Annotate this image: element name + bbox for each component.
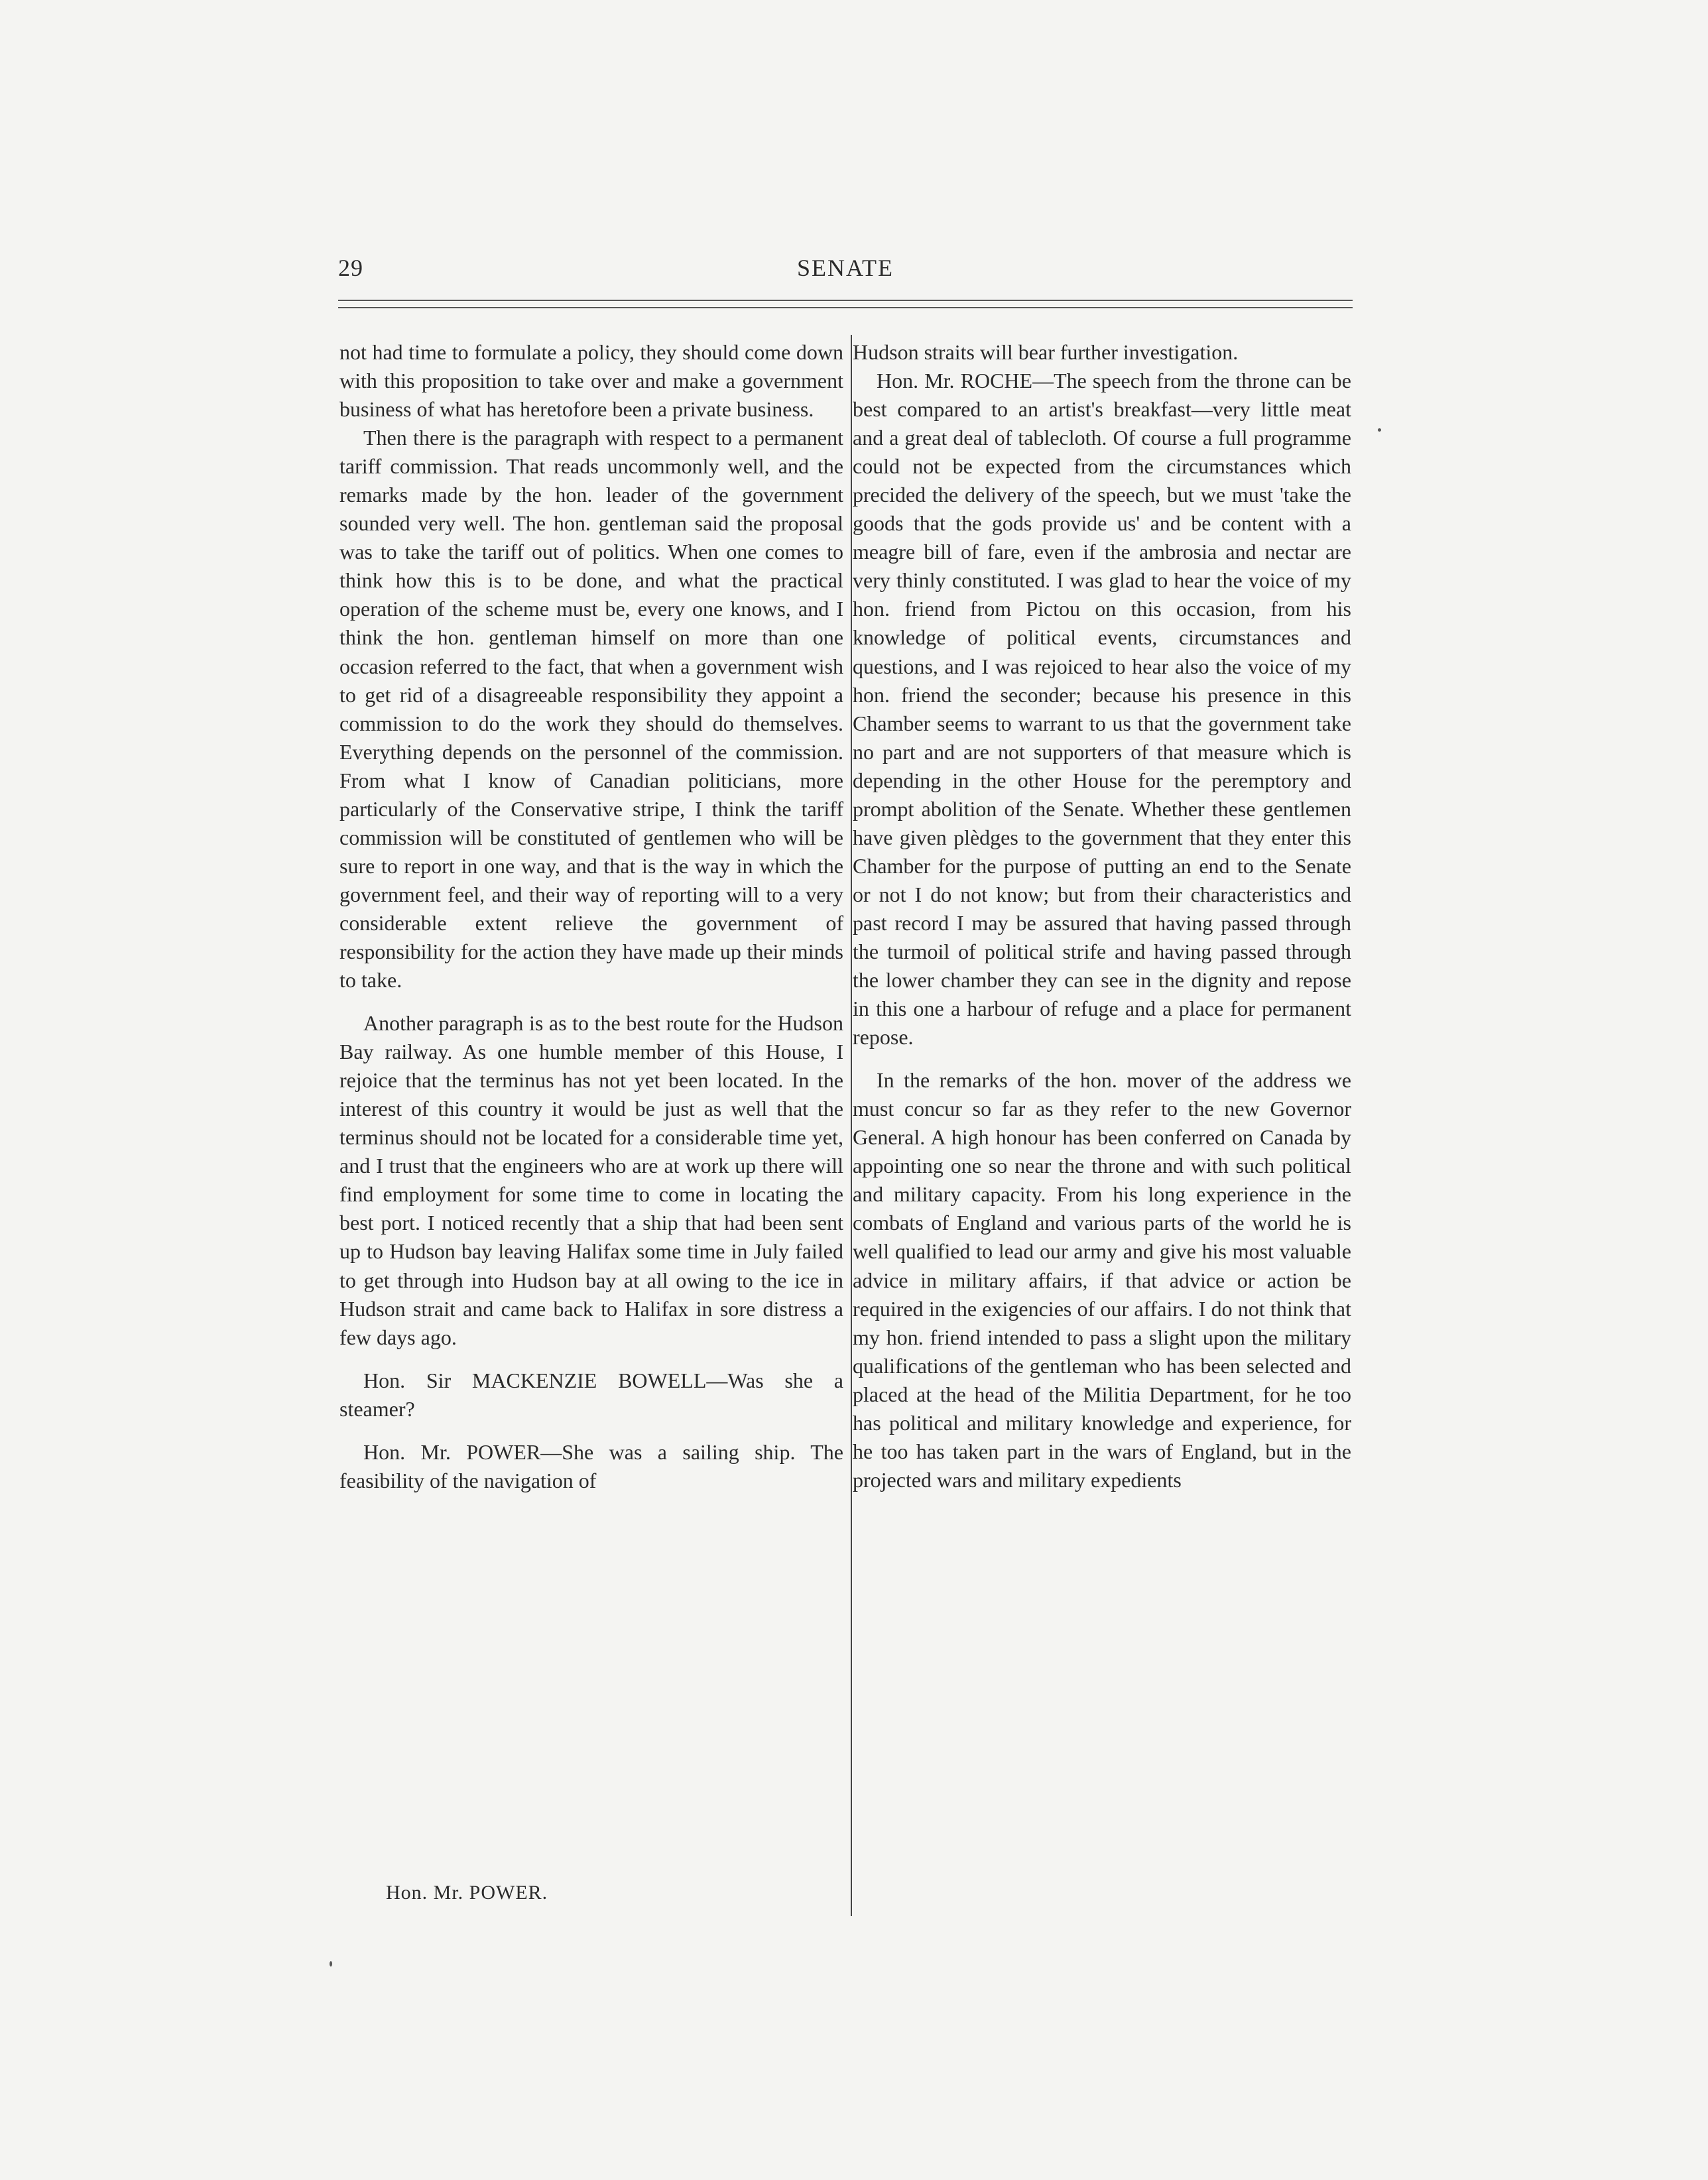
header-rule-secondary <box>338 307 1353 308</box>
paragraph: Another paragraph is as to the best route for the Hudson Bay railway. As one humble member of this House, I rejoice that the terminus has not yet been located. In the interest of this country it would be just as well that the terminus should not be located for a considerable time yet, and I trust that the engineers who are at work up there will find employment for some time to come in locating the best port. I noticed recently that a ship that had been sent up to Hudson bay leaving Halifax some time in July failed to get through into Hudson bay at all owing to the ice in Hudson strait and came back to Halifax in sore distress a few days ago. <box>339 1011 843 1349</box>
scan-speck <box>1378 428 1381 432</box>
page-number: 29 <box>338 255 363 281</box>
paragraph: Hon. Mr. ROCHE—The speech from the throne can be best compared to an artist's breakfast—very little meat and a great deal of tablecloth. Of course a full programme could not be expected from the circumstances which precided the delivery of the speech, but we must 'take the goods that the gods provide us' and be content with a meagre bill of fare, even if the ambrosia and nectar are very thinly constituted. I was glad to hear the voice of my hon. friend from Pictou on this occasion, from his knowledge of political events, circumstances and questions, and I was rejoiced to hear also the voice of my hon. friend the seconder; because his presence in this Chamber seems to warrant to us that the government take no part and are not supporters of that measure which is depending in the other House for the peremptory and prompt abolition of the Senate. Whether these gentlemen have given plèdges to the government that they enter this Chamber for the purpose of putting an end to the Senate or not I do not know; but from their characteristics and past record I may be assured that having passed through the turmoil of political strife and having passed through the lower chamber they can see in the dignity and repose in this one a harbour of refuge and a place for permanent repose. <box>853 369 1351 1050</box>
paragraph: not had time to formulate a policy, they should come down with this proposition to take over and make a government business of what has heretofore been a private business. <box>339 340 843 422</box>
speaker-reply: Hon. Mr. POWER—She was a sailing ship. The feasibility of the navigation of <box>339 1439 843 1492</box>
scan-speck <box>330 1961 332 1967</box>
paragraph: Hudson straits will bear further investigation. <box>853 340 1239 364</box>
left-column <box>339 338 843 1495</box>
page-header <box>338 254 1353 287</box>
paragraph: Then there is the paragraph with respect to a permanent tariff commission. That reads uncommonly well, and the remarks made by the hon. leader of the government sounded very well. The hon. gentleman said the proposal was to take the tariff out of politics. When one comes to think how this is to be done, and what the practical operation of the scheme must be, every one knows, and I think the hon. gentleman himself on more than one occasion referred to the fact, that when a government wish to get rid of a disagreeable responsibility they appoint a commission to do the work they should do themselves. Everything depends on the personnel of the commission. From what I know of Canadian politicians, more particularly of the Conservative stripe, I think the tariff commission will be constituted of gentlemen who will be sure to report in one way, and that is the way in which the government feel, and their way of reporting will to a very considerable extent relieve the government of responsibility for the action they have made up their minds to take. <box>339 426 843 993</box>
column-divider <box>851 335 852 1916</box>
speaker-question: Hon. Sir MACKENZIE BOWELL—Was she a steamer? <box>339 1368 843 1421</box>
running-head: SENATE <box>797 255 894 281</box>
right-column <box>853 338 1351 1494</box>
paragraph: In the remarks of the hon. mover of the address we must concur so far as they refer to the new Governor General. A high honour has been conferred on Canada by appointing one so near the throne and with such political and military capacity. From his long experience in the combats of England and various parts of the world he is well qualified to lead our army and give his most valuable advice in military affairs, if that advice or action be required in the exigencies of our affairs. I do not think that my hon. friend intended to pass a slight upon the military qualifications of the gentleman who has been selected and placed at the head of the Militia Department, for he too has political and military knowledge and experience, for he too has taken part in the wars of England, but in the projected wars and military expedients <box>853 1068 1351 1492</box>
footer-speaker-name: Hon. Mr. POWER. <box>386 1882 548 1904</box>
header-rule <box>338 300 1353 301</box>
